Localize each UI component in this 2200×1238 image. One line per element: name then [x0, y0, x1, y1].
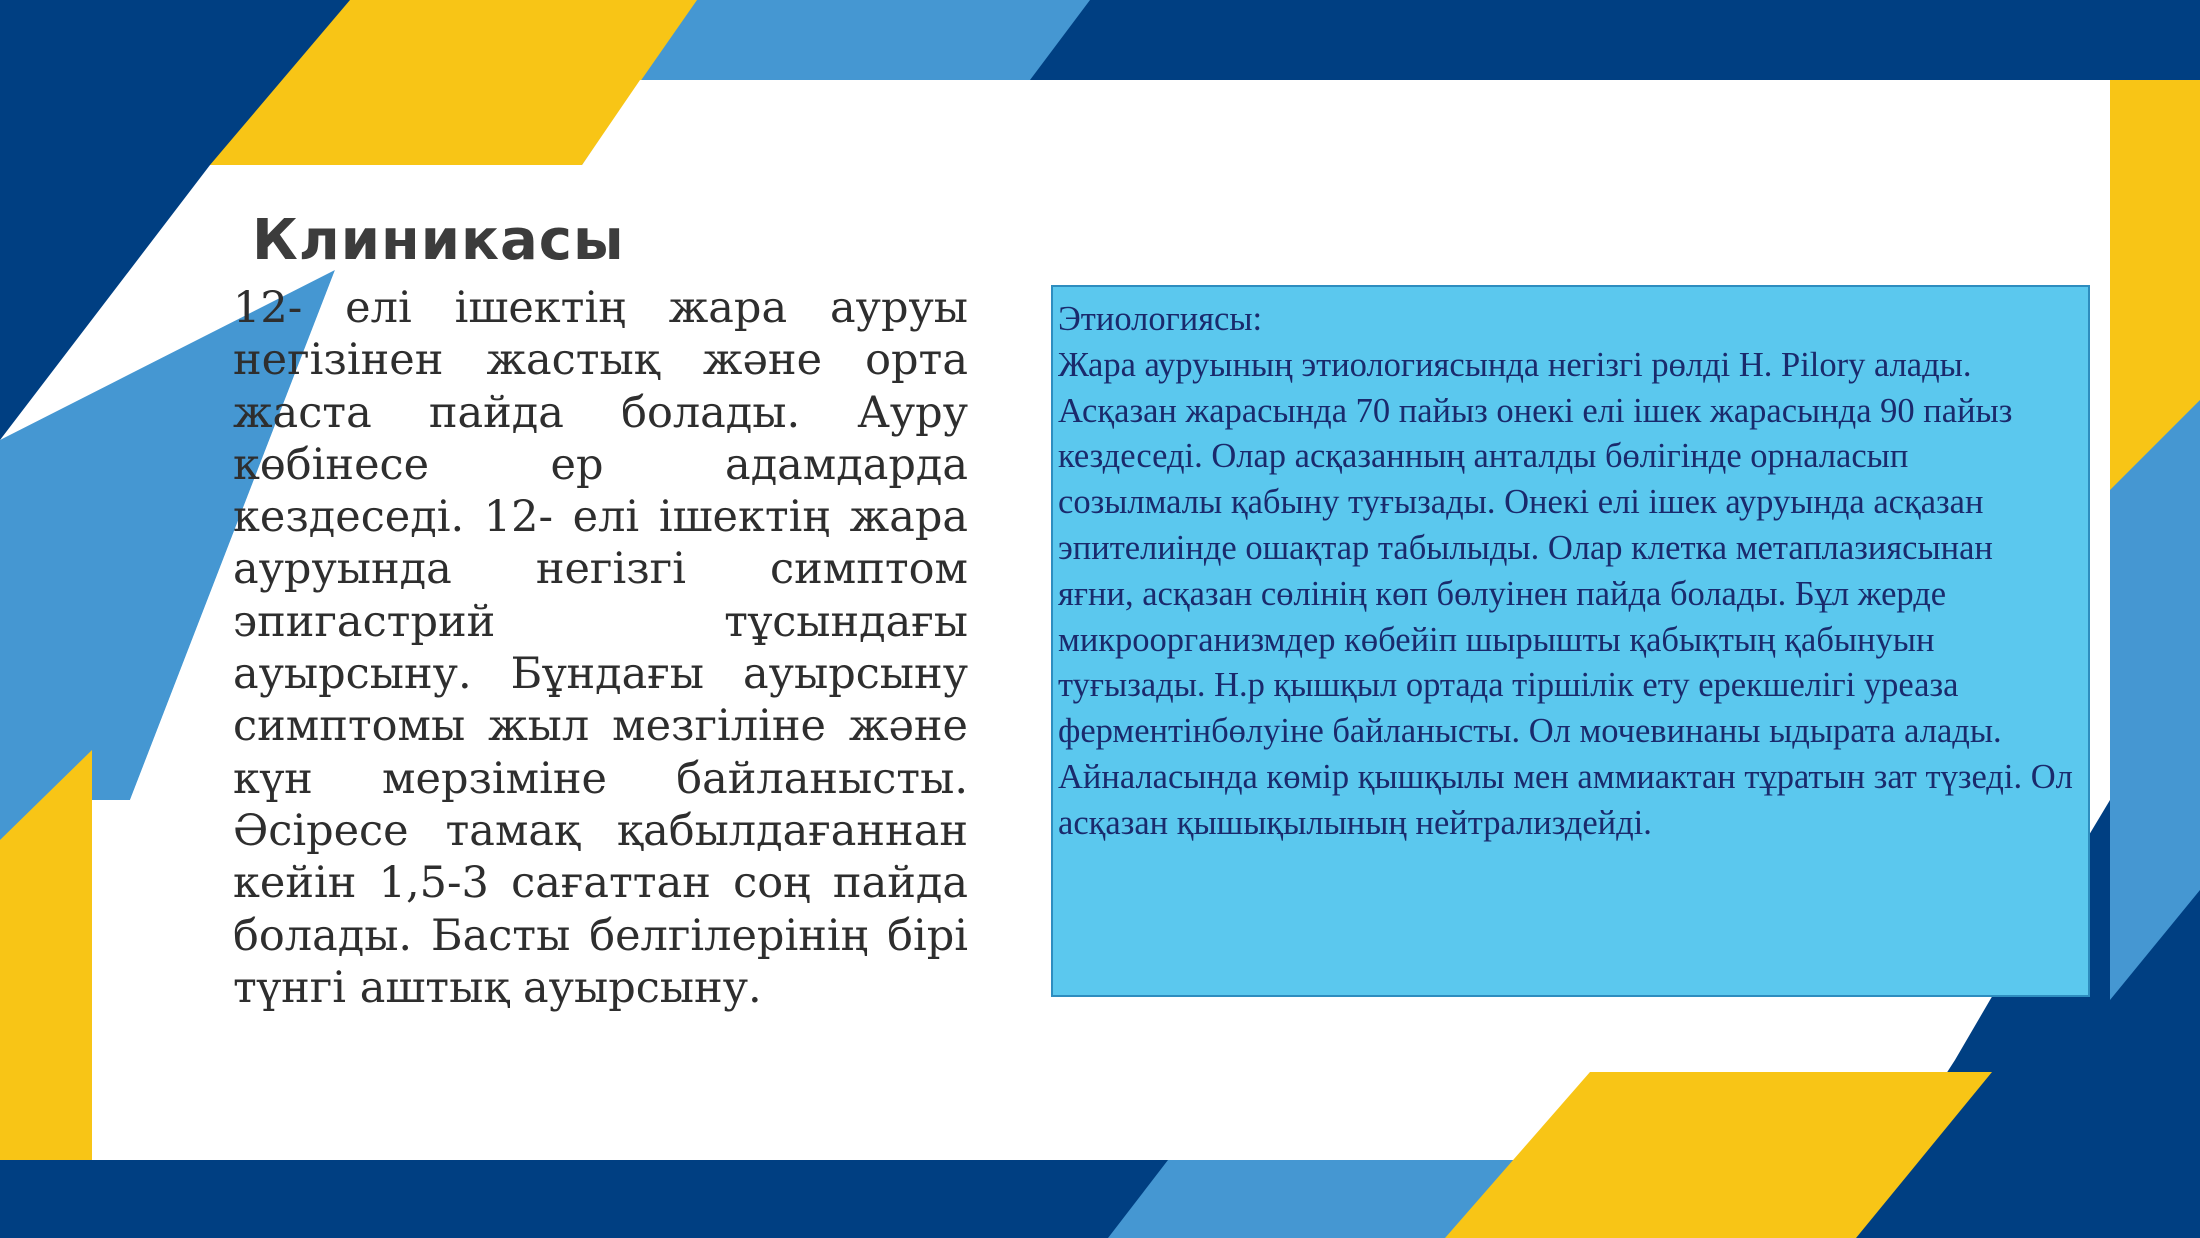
etiology-text: Жара ауруының этиологиясында негізгі рөлді H. Pilory алады. Асқазан жарасында 70 пайыз онекі елі ішек жарасында 90 пайыз кездеседі. Олар асқазанның анталды бөлігінде орналасып созылмалы қабыну туғызады. Онекі елі ішек ауруында асқазан эпителиінде ошақтар табылыды. Олар клетка метаплазиясынан яғни, асқазан сөлінің көп бөлуінен пайда болады. Бұл жерде микроорганизмдер көбейіп шырышты қабықтың қабынуын туғызады. Н.р қышқыл ортада тіршілік ету ерекшелігі уреаза ферментінбөлуіне байланысты. Ол мочевинаны ыдырата алады. Айналасында көмір қышқылы мен аммиактан тұратын зат түзеді. Ол асқазан қышықылының нейтрализдейді. — [1058, 345, 2073, 842]
clinical-description: 12- елі ішектің жара ауруы негізінен жастық және орта жаста пайда болады. Ауру көбінесе ер адамдарда кездеседі. 12- елі ішектің жара ауруында негізгі симптом эпигастрий тұсындағы ауырсыну. Бұндағы ауырсыну симптомы жыл мезгіліне және күн мерзіміне байланысты. Әсіресе тамақ қабылдағаннан кейін 1,5-3 сағаттан соң пайда болады. Басты белгілерінің бірі түнгі аштық ауырсыну. — [233, 283, 968, 1013]
slide-title: Клиникасы — [252, 208, 625, 273]
etiology-heading: Этиологиясы: — [1058, 300, 1263, 338]
top-blue-stripe — [635, 0, 1090, 80]
etiology-text-box — [1051, 285, 2090, 997]
